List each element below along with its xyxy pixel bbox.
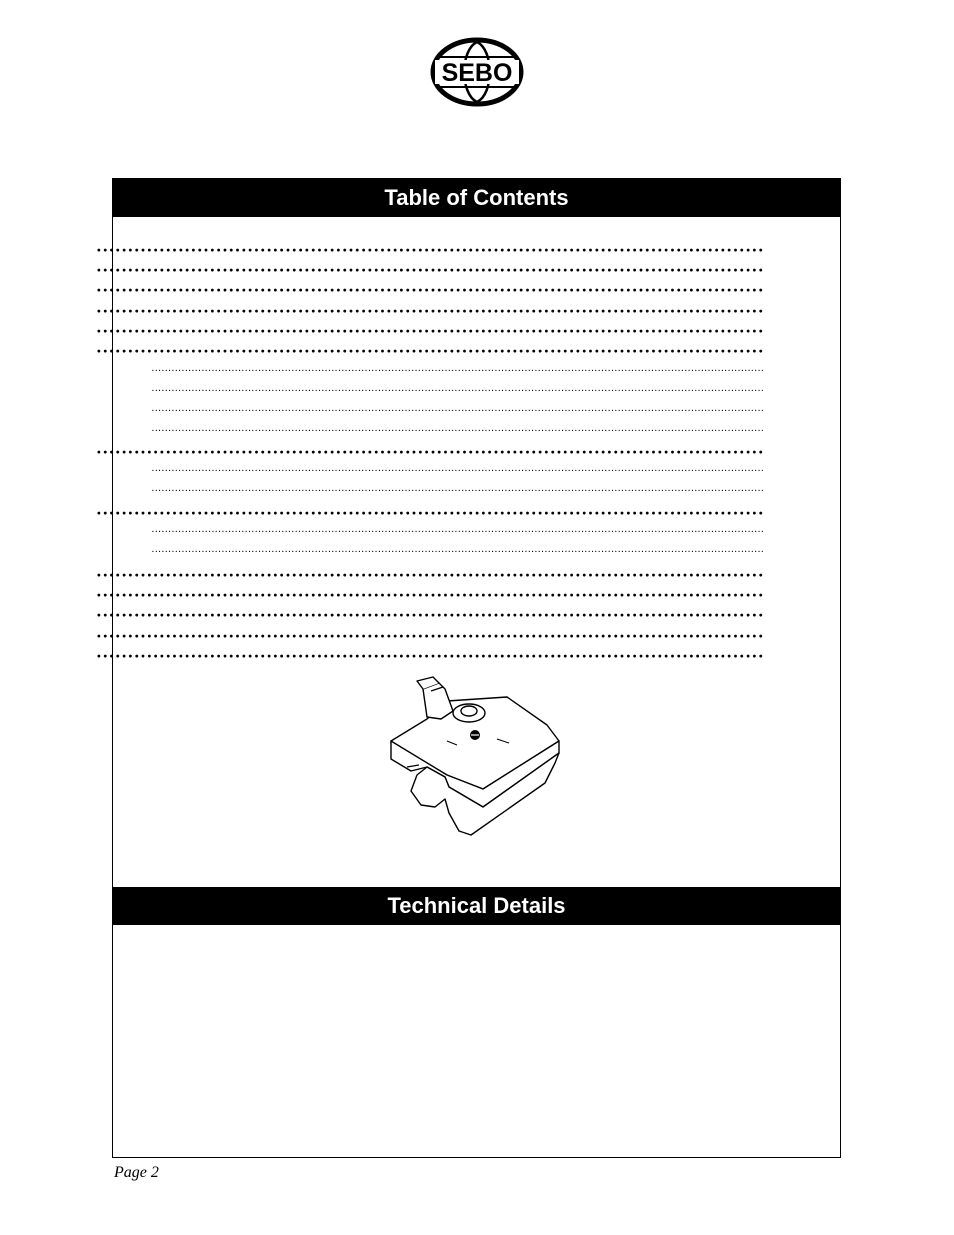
toc-leader: ·········································································································· — [95, 301, 764, 321]
toc-leader: ·········································································································· — [95, 626, 764, 646]
sebo-logo — [430, 38, 524, 106]
toc-leader: ························································································································································································ — [151, 426, 764, 437]
power-head-nozzle-icon — [387, 679, 563, 844]
toc-leader: ························································································································································································ — [151, 466, 764, 477]
toc-leader: ·········································································································· — [95, 442, 764, 462]
toc-leader: ························································································································································································ — [151, 406, 764, 417]
toc-leader: ·········································································································· — [95, 341, 764, 361]
toc-leader: ·········································································································· — [95, 585, 764, 605]
toc-leader: ·········································································································· — [95, 503, 764, 523]
toc-leader: ························································································································································································ — [151, 386, 764, 397]
content-frame — [95, 178, 841, 1158]
toc-leader: ························································································································································································ — [151, 366, 764, 377]
toc-leader: ························································································································································································ — [151, 486, 764, 497]
toc-leader: ·········································································································· — [95, 240, 764, 260]
toc-leader: ·········································································································· — [95, 646, 764, 666]
toc-leader: ·········································································································· — [95, 280, 764, 300]
toc-leader: ························································································································································································ — [151, 527, 764, 538]
toc-leader: ·········································································································· — [95, 605, 764, 625]
page-number: Page 2 — [114, 1164, 159, 1181]
tech-details-title: Technical Details — [387, 893, 566, 918]
toc-leader: ·········································································································· — [95, 565, 764, 585]
toc-leader-list — [95, 240, 840, 671]
toc-title: Table of Contents — [384, 185, 569, 210]
toc-leader: ·········································································································· — [95, 321, 764, 341]
tech-details-header — [113, 887, 840, 925]
toc-header — [113, 179, 840, 217]
toc-leader: ·········································································································· — [95, 260, 764, 280]
logo-text: SEBO — [441, 59, 513, 87]
toc-leader: ························································································································································································ — [151, 547, 764, 558]
